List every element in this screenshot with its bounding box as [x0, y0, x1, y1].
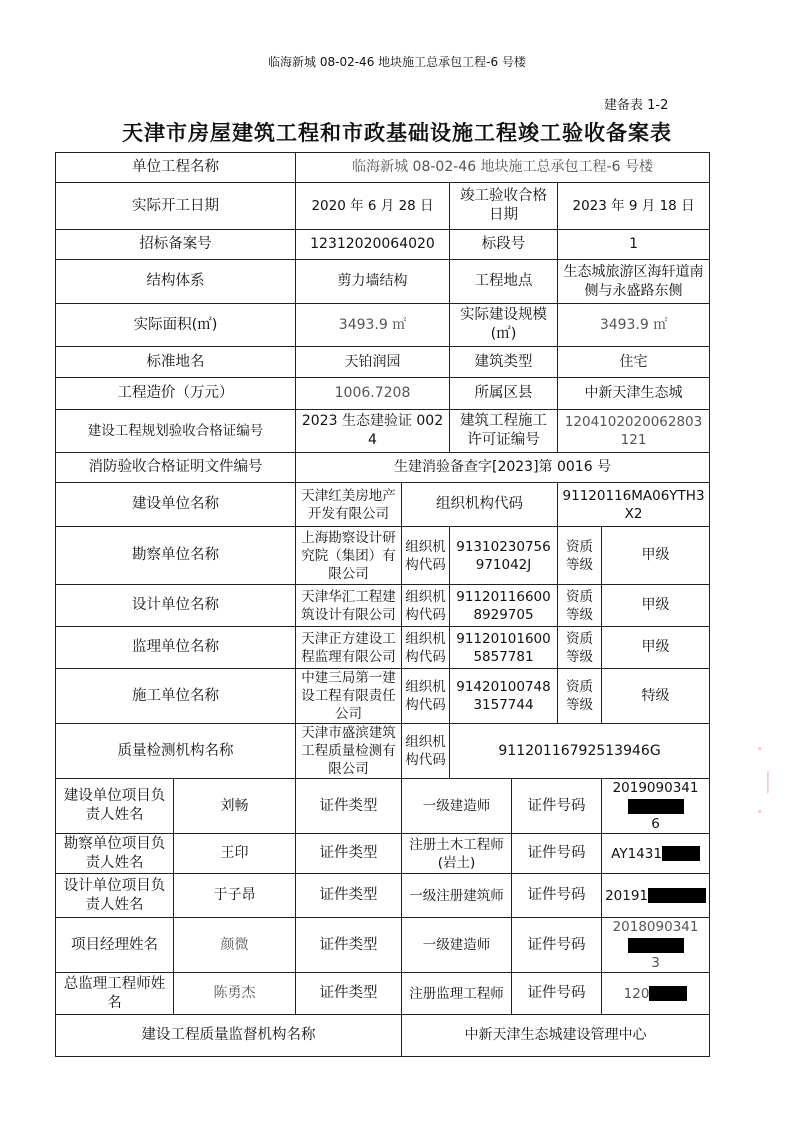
survey-org-code-label: 组织机构代码 — [402, 527, 450, 585]
unit-project-label: 单位工程名称 — [56, 153, 296, 183]
faint-stamp-mark: · 丨 · — [756, 735, 780, 826]
build-unit-label: 建设单位名称 — [56, 483, 296, 527]
redaction-block — [662, 846, 700, 861]
cert-type-label: 证件类型 — [296, 874, 402, 918]
cert-no-visible: 2019090341 — [612, 780, 699, 796]
person-role: 总监理工程师姓名 — [56, 973, 174, 1015]
fire-value: 生建消验备查字[2023]第 0016 号 — [296, 453, 710, 483]
test-unit-name: 天津市盛滨建筑工程质量检测有限公司 — [296, 724, 402, 779]
cert-no-label: 证件号码 — [512, 874, 602, 918]
cert-no-value — [602, 973, 710, 1015]
test-unit-label: 质量检测机构名称 — [56, 724, 296, 779]
form-code: 建备表 1-2 — [604, 98, 669, 113]
acceptance-date-label: 竣工验收合格日期 — [450, 183, 558, 230]
construct-grade: 特级 — [602, 669, 710, 724]
cert-type-value: 注册土木工程师(岩土) — [402, 834, 512, 874]
supervise-qual-label: 资质等级 — [558, 627, 602, 669]
cost-value: 1006.7208 — [296, 378, 450, 410]
person-role: 建设单位项目负责人姓名 — [56, 779, 174, 834]
test-org-code: 91120116792513946G — [450, 724, 710, 779]
permit-value: 120410202006280312​1 — [558, 410, 710, 453]
design-qual-label: 资质等级 — [558, 585, 602, 627]
construct-unit-name: 中建三局第一建设工程有限责任公司 — [296, 669, 402, 724]
building-type-value: 住宅 — [558, 347, 710, 378]
cert-no-visible: 20191 — [605, 887, 649, 904]
design-org-code-label: 组织机构代码 — [402, 585, 450, 627]
redaction-block — [649, 986, 687, 1001]
permit-label: 建筑工程施工许可证编号 — [450, 410, 558, 453]
construct-org-code-label: 组织机构代码 — [402, 669, 450, 724]
cert-type-value: 注册监理工程师 — [402, 973, 512, 1015]
construct-qual-label: 资质等级 — [558, 669, 602, 724]
supervise-org-code: 911201016005857781 — [450, 627, 558, 669]
cert-no-tail: 3 — [651, 955, 660, 971]
cert-no-value — [602, 834, 710, 874]
cert-no-tail: 6 — [651, 816, 660, 832]
fire-label: 消防验收合格证明文件编号 — [56, 453, 296, 483]
location-value: 生态城旅游区海轩道南侧与永盛路东侧 — [558, 260, 710, 304]
person-name: 陈勇杰 — [174, 973, 296, 1015]
build-org-code: 91120116MA06YTH3X2 — [558, 483, 710, 527]
std-name-value: 天铂润园 — [296, 347, 450, 378]
area-label: 实际面积(㎡) — [56, 304, 296, 347]
cost-label: 工程造价（万元） — [56, 378, 296, 410]
planning-cert-label: 建设工程规划验收合格证编号 — [56, 410, 296, 453]
document-header: 临海新城 08-02-46 地块施工总承包工程-6 号楼 — [268, 55, 526, 69]
supervise-unit-name: 天津正方建设工程监理有限公司 — [296, 627, 402, 669]
start-date-label: 实际开工日期 — [56, 183, 296, 230]
cert-no-value — [602, 918, 710, 973]
supervise-org-code-label: 组织机构代码 — [402, 627, 450, 669]
cert-no-value — [602, 874, 710, 918]
person-name: 刘畅 — [174, 779, 296, 834]
person-name: 颜微 — [174, 918, 296, 973]
bid-record-value: 12312020064020 — [296, 230, 450, 260]
cert-no-label: 证件号码 — [512, 834, 602, 874]
person-role: 设计单位项目负责人姓名 — [56, 874, 174, 918]
cert-type-value: 一级建造师 — [402, 918, 512, 973]
redaction-block — [628, 938, 684, 953]
supervision-value: 中新天津生态城建设管理中心 — [402, 1015, 710, 1057]
supervise-grade: 甲级 — [602, 627, 710, 669]
construct-org-code: 914201007483157744 — [450, 669, 558, 724]
area-value: 3493.9 ㎡ — [296, 304, 450, 347]
section-value: 1 — [558, 230, 710, 260]
cert-type-value: 一级建造师 — [402, 779, 512, 834]
supervision-label: 建设工程质量监督机构名称 — [56, 1015, 402, 1057]
acceptance-date-value: 2023 年 9 月 18 日 — [558, 183, 710, 230]
planning-cert-value: 2023 生态建验证 0024 — [296, 410, 450, 453]
std-name-label: 标准地名 — [56, 347, 296, 378]
redaction-block — [628, 799, 684, 814]
person-role: 勘察单位项目负责人姓名 — [56, 834, 174, 874]
start-date-value: 2020 年 6 月 28 日 — [296, 183, 450, 230]
build-org-code-label: 组织机构代码 — [402, 483, 558, 527]
construct-unit-label: 施工单位名称 — [56, 669, 296, 724]
survey-unit-label: 勘察单位名称 — [56, 527, 296, 585]
design-unit-label: 设计单位名称 — [56, 585, 296, 627]
district-value: 中新天津生态城 — [558, 378, 710, 410]
design-org-code: 911201166008929705 — [450, 585, 558, 627]
record-table — [55, 152, 710, 1057]
document-title: 天津市房屋建筑工程和市政基础设施工程竣工验收备案表 — [122, 121, 672, 145]
person-name: 王印 — [174, 834, 296, 874]
structure-label: 结构体系 — [56, 260, 296, 304]
scale-value: 3493.9 ㎡ — [558, 304, 710, 347]
scale-label: 实际建设规模(㎡) — [450, 304, 558, 347]
person-name: 于子昂 — [174, 874, 296, 918]
cert-no-visible: 2018090341 — [612, 919, 699, 935]
cert-no-visible: AY1431 — [611, 845, 662, 862]
survey-grade: 甲级 — [602, 527, 710, 585]
test-org-code-label: 组织机构代码 — [402, 724, 450, 779]
supervise-unit-label: 监理单位名称 — [56, 627, 296, 669]
survey-unit-name: 上海勘察设计研究院（集团）有限公司 — [296, 527, 402, 585]
cert-no-visible: 120 — [623, 985, 650, 1002]
district-label: 所属区县 — [450, 378, 558, 410]
design-unit-name: 天津华汇工程建筑设计有限公司 — [296, 585, 402, 627]
unit-project-value: 临海新城 08-02-46 地块施工总承包工程-6 号楼 — [296, 153, 710, 183]
cert-type-label: 证件类型 — [296, 973, 402, 1015]
cert-no-label: 证件号码 — [512, 779, 602, 834]
cert-no-value — [602, 779, 710, 834]
cert-type-value: 一级注册建筑师 — [402, 874, 512, 918]
build-unit-name: 天津红美房地产开发有限公司 — [296, 483, 402, 527]
cert-type-label: 证件类型 — [296, 918, 402, 973]
building-type-label: 建筑类型 — [450, 347, 558, 378]
design-grade: 甲级 — [602, 585, 710, 627]
location-label: 工程地点 — [450, 260, 558, 304]
survey-qual-label: 资质等级 — [558, 527, 602, 585]
person-role: 项目经理姓名 — [56, 918, 174, 973]
bid-record-label: 招标备案号 — [56, 230, 296, 260]
structure-value: 剪力墙结构 — [296, 260, 450, 304]
cert-no-label: 证件号码 — [512, 918, 602, 973]
section-label: 标段号 — [450, 230, 558, 260]
survey-org-code: 91310230756971042J — [450, 527, 558, 585]
cert-no-label: 证件号码 — [512, 973, 602, 1015]
cert-type-label: 证件类型 — [296, 834, 402, 874]
cert-type-label: 证件类型 — [296, 779, 402, 834]
redaction-block — [648, 888, 706, 903]
